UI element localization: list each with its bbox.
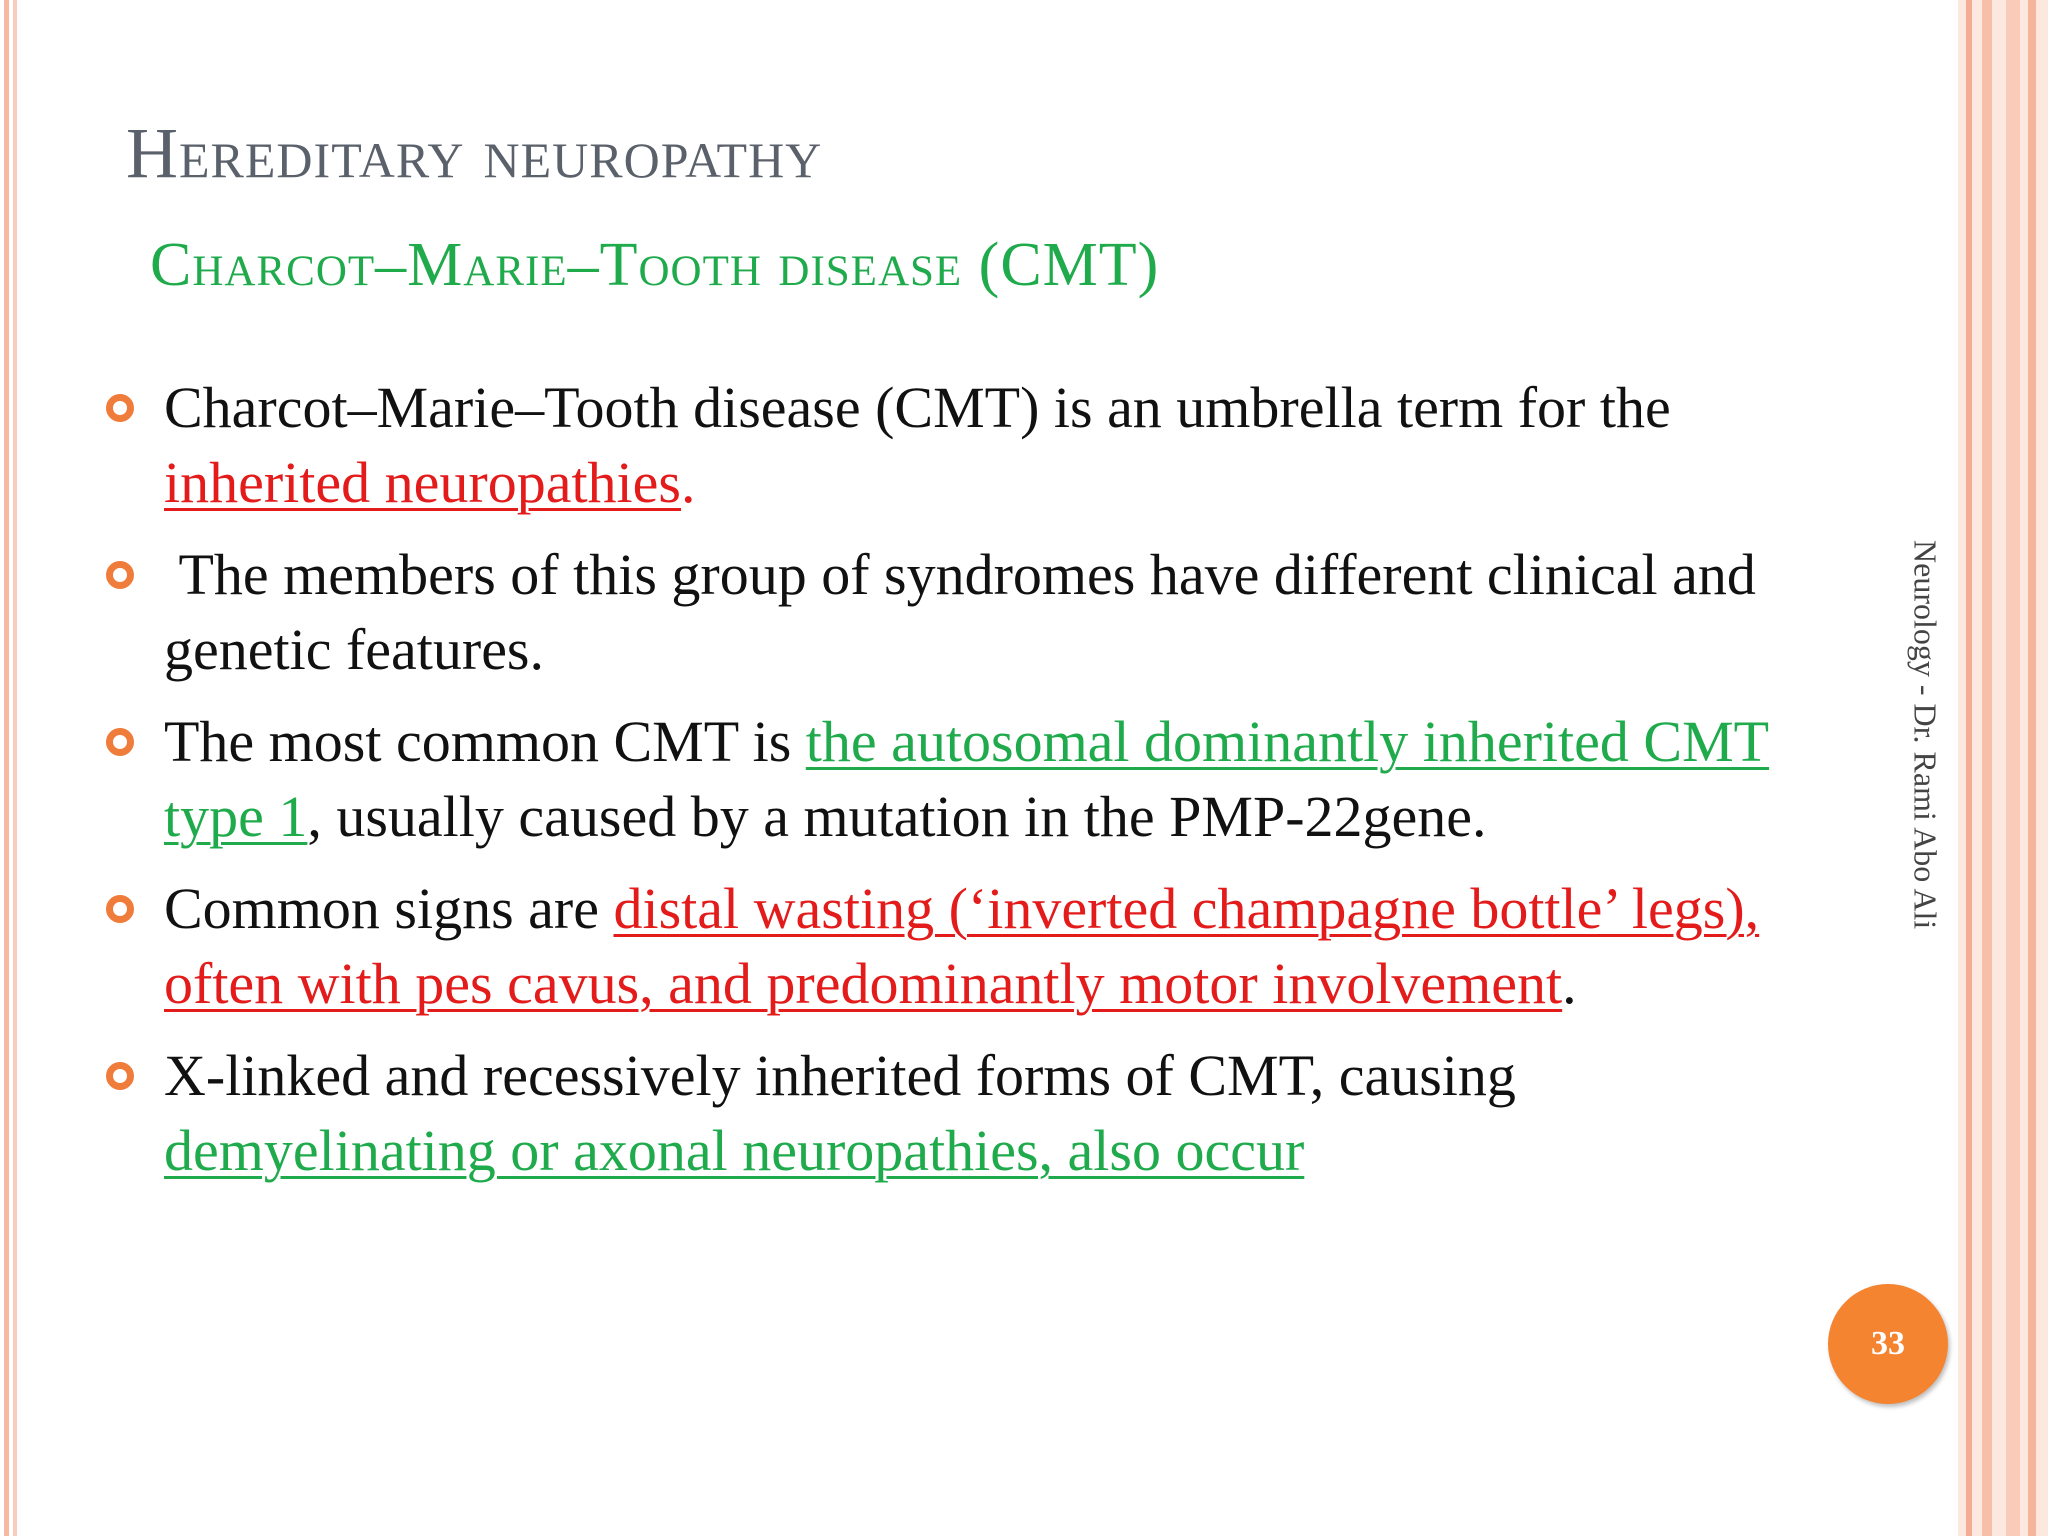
highlight-red: distal wasting (‘inverted champagne bottle’ legs), often with pes cavus, and predominantly motor involvement [164,876,1760,1016]
bullet-text-punctuation: . [1562,951,1577,1016]
left-border-decoration [0,0,26,1536]
bullet-ring-icon [106,895,134,923]
bullet-text-punctuation: . [681,450,696,515]
bullet-text: , usually caused by a mutation in the PMP-22gene. [307,784,1487,849]
highlight-red: inherited neuropathies [164,450,681,515]
slide-title: Hereditary neuropathy [126,113,823,193]
bullet-text: Charcot–Marie–Tooth disease (CMT) is an umbrella term for the [164,375,1671,440]
right-border-decoration [1958,0,2048,1536]
bullet-item [100,871,1780,1021]
slide-subtitle: Charcot–Marie–Tooth disease (CMT) [150,231,1160,299]
bullet-text: X-linked and recessively inherited forms of CMT, causing [164,1043,1516,1108]
bullet-text: Common signs are [164,876,614,941]
left-border-stripe [13,0,17,1536]
right-border-stripe [2006,0,2020,1536]
bullet-text: The most common CMT is [164,709,806,774]
right-border-stripe [2028,0,2036,1536]
bullet-ring-icon [106,561,134,589]
bullet-ring-icon [106,394,134,422]
highlight-green: demyelinating or axonal neuropathies, also occur [164,1118,1305,1183]
bullet-text: The members of this group of syndromes have different clinical and genetic features. [164,542,1771,682]
right-border-stripe [1982,0,1992,1536]
bullet-item [100,537,1780,687]
bullet-item [100,370,1780,520]
page-number-badge: 33 [1828,1284,1948,1404]
bullet-list [100,370,1780,1205]
bullet-ring-icon [106,728,134,756]
bullet-ring-icon [106,1062,134,1090]
bullet-item [100,704,1780,854]
bullet-item [100,1038,1780,1188]
side-label: Neurology - Dr. Rami Abo Ali [1907,540,1944,930]
left-border-stripe [4,0,9,1536]
highlight-green: the autosomal dominantly inherited CMT type 1 [164,709,1770,849]
